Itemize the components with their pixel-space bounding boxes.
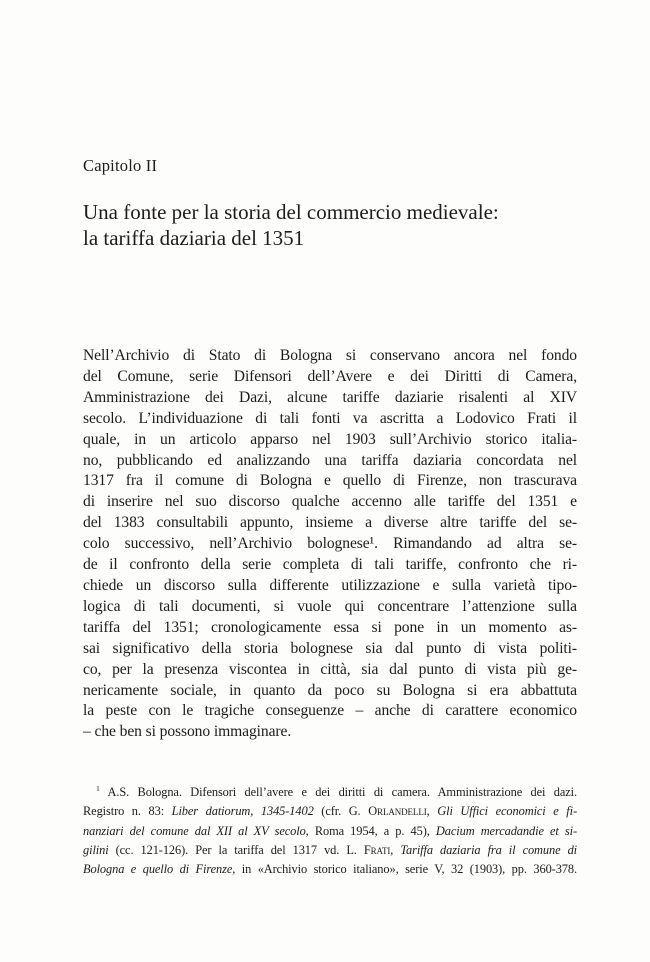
text-segment: Registro n. 83:: [83, 804, 172, 819]
body-text-line: di inserire nel suo discorso qualche accenno alle tariffe del 1351 e: [83, 493, 577, 511]
footnote-line: [83, 822, 577, 841]
footnote: [83, 783, 577, 879]
body-text-line: Amministrazione dei Dazi, alcune tariffe daziarie risalenti al XIV: [83, 388, 577, 406]
text-segment: Frati: [363, 842, 391, 857]
body-paragraph: [83, 346, 577, 743]
chapter-label: Capitolo II: [83, 156, 158, 175]
text-segment: Liber datiorum, 1345-1402: [171, 804, 314, 819]
text-segment: ,: [390, 842, 401, 857]
body-text-line: colo successivo, nell’Archivio bolognese¹. Rimandando ad altra se-: [83, 535, 577, 553]
footnote-line: [83, 860, 577, 879]
text-segment: , Roma 1954, a p. 45),: [305, 823, 436, 838]
body-text-line: no, pubblicando ed analizzando una tariffa daziaria concordata nel: [83, 451, 577, 469]
text-segment: (cfr. G.: [313, 804, 369, 819]
body-text-line: tariffa del 1351; cronologicamente essa si pone in un momento as-: [83, 618, 577, 636]
body-text-line: co, per la presenza viscontea in città, sia dal punto di vista più ge-: [83, 660, 577, 678]
text-segment: Tariffa daziaria fra il comune di: [400, 842, 578, 857]
text-segment: , in «Archivio storico italiano», serie V, 32 (1903), pp. 360-378.: [232, 862, 577, 877]
text-segment: Dacium mercadandie et si-: [435, 823, 577, 838]
footnote-line: [83, 802, 577, 821]
text-segment: ,: [426, 804, 438, 819]
chapter-title-line: la tariffa daziaria del 1351: [83, 226, 305, 250]
body-text-line: Nell’Archivio di Stato di Bologna si conservano ancora nel fondo: [83, 347, 577, 364]
body-text-line: 1317 fra il comune di Bologna e quello di Firenze, non trascurava: [83, 472, 577, 490]
text-segment: Bologna e quello di Firenze: [83, 862, 233, 877]
body-text-line: de il confronto della serie completa di tali tariffe, confronto che ri-: [83, 556, 577, 574]
text-segment: nanziari del comune dal XII al XV secolo: [83, 823, 306, 838]
text-segment: gilini: [83, 842, 109, 857]
text-segment: Orlandelli: [368, 804, 427, 819]
footnote-line: [83, 783, 577, 802]
text-segment: A.S. Bologna. Difensori dell’avere e dei diritti di camera. Amministrazione dei dazi.: [99, 785, 577, 799]
footnote-marker: 1: [96, 783, 100, 793]
chapter-title-line: Una fonte per la storia del commercio medievale:: [83, 200, 499, 224]
body-text-line: secolo. L’individuazione di tali fonti va ascritta a Lodovico Frati il: [83, 409, 577, 427]
body-text-line: del Comune, serie Difensori dell’Avere e dei Diritti di Camera,: [83, 367, 577, 385]
body-text-line: logica di tali documenti, si vuole qui concentrare l’attenzione sulla: [83, 597, 577, 615]
body-text-line: sai significativo della storia bolognese sia dal punto di vista politi-: [83, 639, 577, 657]
body-text-line: quale, in un articolo apparso nel 1903 sull’Archivio storico italia-: [83, 430, 577, 448]
body-text-line: – che ben si possono immaginare.: [83, 723, 292, 741]
body-text-line: del 1383 consultabili appunto, insieme a diverse altre tariffe del se-: [83, 514, 577, 532]
text-segment: (cc. 121-126). Per la tariffa del 1317 vd. L.: [108, 842, 364, 857]
chapter-title: [83, 199, 593, 251]
body-text-line: la peste con le tragiche conseguenze – anche di carattere economico: [83, 702, 577, 720]
body-text-line: nericamente sociale, in quanto da poco su Bologna si era abbattuta: [83, 681, 577, 699]
footnote-line: [83, 841, 577, 860]
text-segment: Gli Uffici economici e fi-: [437, 804, 577, 819]
body-text-line: chiede un discorso sulla differente utilizzazione e sulla varietà tipo-: [83, 576, 577, 594]
